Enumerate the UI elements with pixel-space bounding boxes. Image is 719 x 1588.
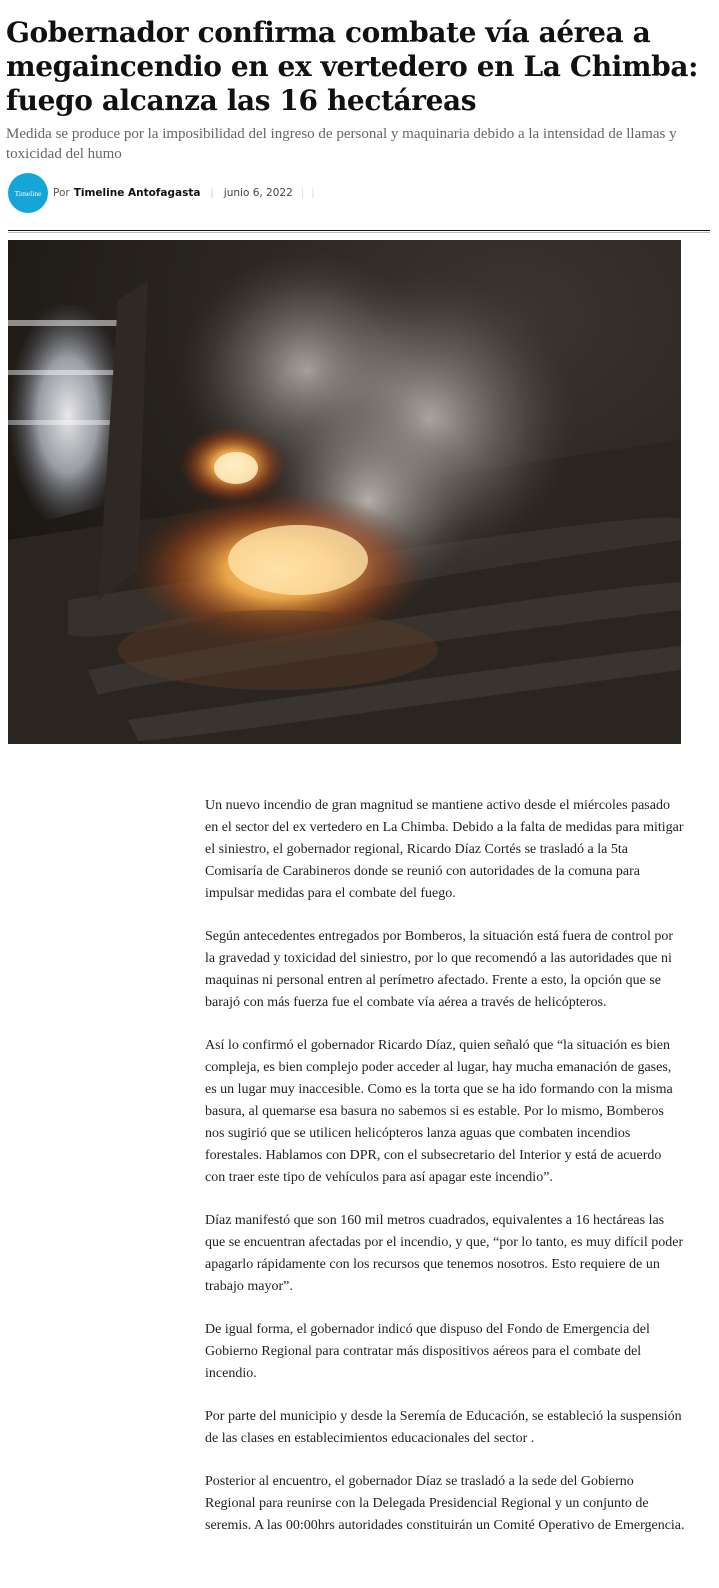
article-paragraph: Un nuevo incendio de gran magnitud se mantiene activo desde el miércoles pasado en el sector del ex vertedero en La Chimba. Debido a la falta de medidas para mitigar el siniestro, el gobernador regional, Ricardo Díaz Cortés se trasladó a la 5ta Comisaría de Carabineros donde se reunió con autoridades de la comuna para impulsar medidas para el combate del fuego. <box>205 798 684 901</box>
byline-divider: | <box>300 187 305 199</box>
byline-prefix: Por <box>53 187 70 199</box>
byline <box>8 172 708 214</box>
avatar-logo-text: Timeline <box>14 188 42 198</box>
article-body <box>205 795 685 1558</box>
article-paragraph: Según antecedentes entregados por Bomberos, la situación está fuera de control por la gravedad y toxicidad del siniestro, por lo que recomendó a las autoridades que ni maquinas ni personal entren al perímetro afectado. Frente a esto, la opción que se barajó con más fuerza fue el combate vía aérea a través de helicópteros. <box>205 929 674 1010</box>
article-paragraph: Así lo confirmó el gobernador Ricardo Díaz, quien señaló que “la situación es bien compleja, es bien complejo poder acceder al lugar, hay mucha emanación de gases, es un lugar muy inaccesible. Como es la torta que se ha ido formando con la misma basura, al quemarse esa basura no sabemos si es estable. Por lo mismo, Bomberos nos sugirió que se utilicen helicópteros lanza aguas que combaten incendios forestales. Hablamos con DPR, con el subsecretario del Interior y está de acuerdo con traer este tipo de vehículos para así apagar este incendio”. <box>205 1038 673 1185</box>
article-photo-fire <box>8 240 681 744</box>
article-paragraph: Posterior al encuentro, el gobernador Díaz se trasladó a la sede del Gobierno Regional para reunirse con la Delegada Presidencial Regional y un conjunto de seremis. A las 00:00hrs autoridades constituirán un Comité Operativo de Emergencia. <box>205 1474 685 1533</box>
header-divider <box>8 230 710 231</box>
article-subtitle: Medida se produce por la imposibilidad del ingreso de personal y maquinaria debido a la intensidad de llamas y toxicidad del humo <box>6 126 677 162</box>
article-paragraph: De igual forma, el gobernador indicó que dispuso del Fondo de Emergencia del Gobierno Regional para contratar más dispositivos aéreos para el combate del incendio. <box>205 1322 650 1381</box>
author-avatar[interactable] <box>8 173 48 213</box>
publish-date: junio 6, 2022 <box>223 187 293 199</box>
author-link[interactable]: Timeline Antofagasta <box>73 187 201 199</box>
byline-divider: | <box>311 187 315 199</box>
header-divider <box>8 232 710 233</box>
byline-divider: | <box>210 187 214 199</box>
article-title: Gobernador confirma combate vía aérea a megaincendio en ex vertedero en La Chimba: fuego alcanza las 16 hectáreas <box>6 16 699 117</box>
article-paragraph: Díaz manifestó que son 160 mil metros cuadrados, equivalentes a 16 hectáreas las que se encuentran afectadas por el incendio, y que, “por lo tanto, es muy difícil poder apagarlo rápidamente con los recursos que tenemos nosotros. Esto requiere de un trabajo mayor”. <box>205 1213 684 1294</box>
article-paragraph: Por parte del municipio y desde la Seremía de Educación, se estableció la suspensión de las clases en establecimientos educacionales del sector . <box>205 1409 682 1446</box>
